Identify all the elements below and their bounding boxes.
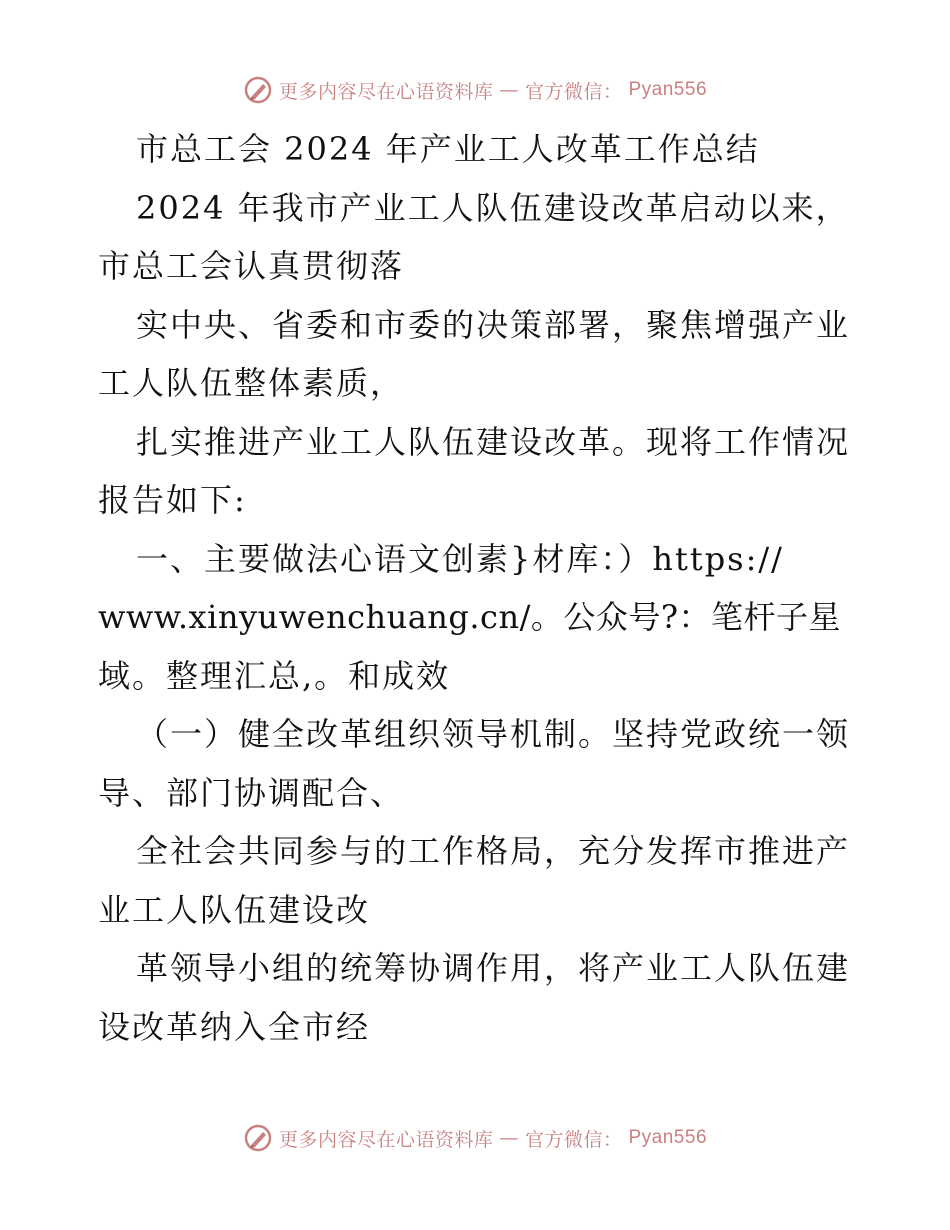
header-watermark [0,70,950,110]
paragraph-line: 2024 年我市产业工人队伍建设改革启动以来， [136,188,850,227]
watermark-code: Pyan556 [628,1127,708,1148]
watermark-suffix: 官方微信： [524,80,623,103]
document-title: 市总工会 2024 年产业工人改革工作总结 [136,130,760,168]
paragraph-line: 实中央、省委和市委的决策部署，聚焦增强产业 [136,305,851,344]
paragraph-line: 业工人队伍建设改 [98,890,371,929]
paragraph-line: 报告如下: [98,481,247,519]
watermark-separator: — [499,79,519,101]
subsection-heading-line: （一）健全改革组织领导机制。坚持党政统一领 [136,715,851,753]
footer-watermark [0,1118,950,1158]
pen-logo-icon [243,1123,273,1153]
watermark-text: 更多内容尽在心语资料库 [278,80,494,103]
paragraph-line: 扎实推进产业工人队伍建设改革。现将工作情况 [136,422,851,461]
url-line: www.xinyuwenchuang.cn/。公众号?：笔杆子星 [98,598,842,636]
paragraph-line: 域。整理汇总,。和成效 [98,656,451,695]
watermark-code: Pyan556 [628,79,708,100]
pen-logo-icon [243,75,273,105]
watermark-separator: — [499,1127,519,1149]
document-body [98,120,858,1056]
watermark-text: 更多内容尽在心语资料库 [278,1128,494,1151]
paragraph-line: 工人队伍整体素质， [98,364,405,402]
paragraph-line: 市总工会认真贯彻落 [98,247,405,285]
section-heading-line: 一、主要做法心语文创素}材库：）https:// [136,539,784,578]
paragraph-line: 设改革纳入全市经 [98,1007,371,1046]
paragraph-line: 革领导小组的统筹协调作用，将产业工人队伍建 [136,949,851,987]
watermark-suffix: 官方微信： [524,1128,623,1151]
paragraph-line: 导、部门协调配合、 [98,773,405,812]
paragraph-line: 全社会共同参与的工作格局，充分发挥市推进产 [136,832,851,870]
